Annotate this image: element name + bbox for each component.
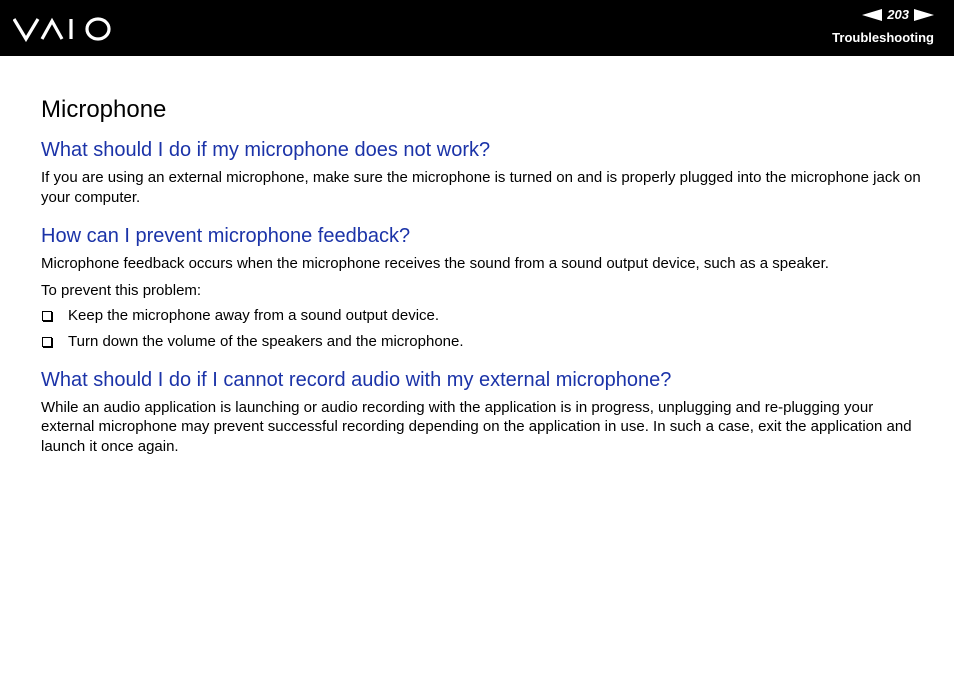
page-navigation [862, 7, 934, 23]
list-item [41, 306, 921, 326]
list-item-text: Keep the microphone away from a sound output device. [68, 307, 440, 324]
list-item [41, 332, 921, 352]
answer-paragraph: To prevent this problem: [41, 281, 202, 299]
vaio-logo [13, 16, 121, 42]
question-heading-microphone-not-working: What should I do if my microphone does not work? [41, 139, 491, 161]
page-title: Microphone [41, 96, 167, 123]
checkbox-bullet-icon [42, 337, 52, 347]
page-content [41, 95, 921, 456]
page-number: 203 [887, 7, 909, 22]
checkbox-bullet-icon [42, 311, 52, 321]
page-header [0, 0, 954, 56]
right-triangle-arrow-icon[interactable] [914, 9, 934, 21]
answer-paragraph: If you are using an external microphone, make sure the microphone is turned on and is properly plugged into the microphone jack on your computer. [41, 169, 921, 206]
answer-paragraph: While an audio application is launching or audio recording with the application is in progress, unplugging and re-plugging your external microphone may prevent successful recording depending on the application in use. In such a case, exit the application and launch it once again. [41, 398, 912, 455]
list-item-text: Turn down the volume of the speakers and the microphone. [68, 333, 464, 350]
section-label: Troubleshooting [832, 30, 934, 45]
left-triangle-arrow-icon[interactable] [862, 9, 882, 21]
question-heading-microphone-feedback: How can I prevent microphone feedback? [41, 225, 411, 247]
question-heading-cannot-record-audio: What should I do if I cannot record audio with my external microphone? [41, 368, 672, 391]
bullet-list [41, 306, 921, 352]
answer-paragraph: Microphone feedback occurs when the microphone receives the sound from a sound output device, such as a speaker. [41, 255, 829, 272]
